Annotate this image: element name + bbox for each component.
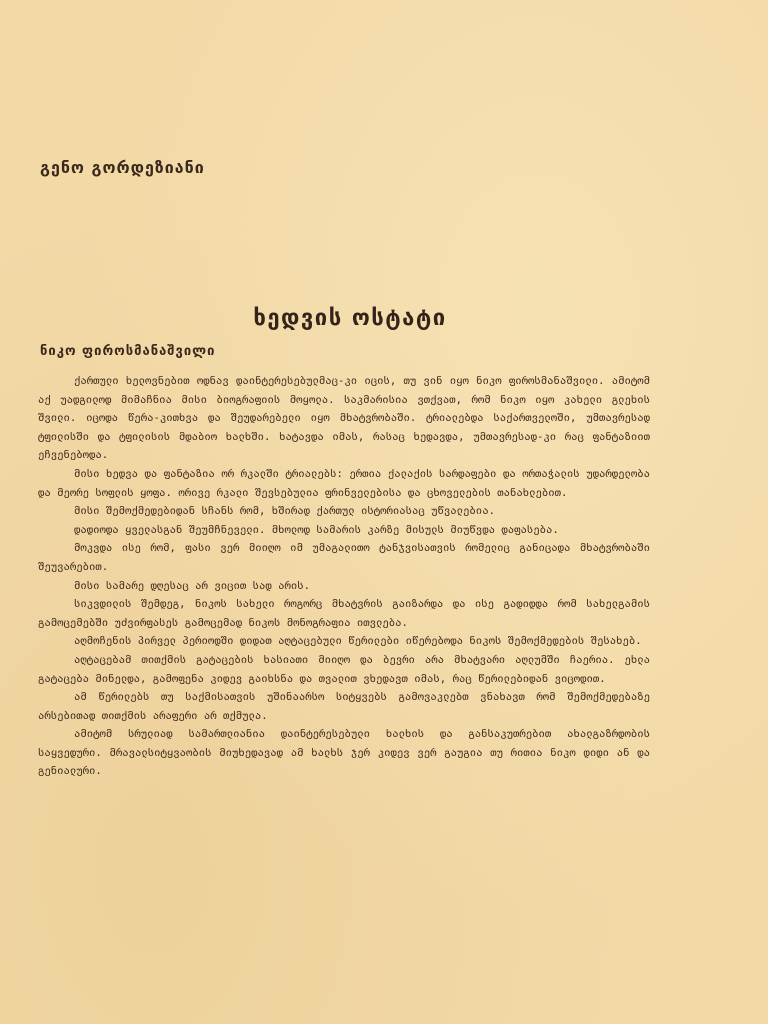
body-paragraph: აღმოჩენის პირველ პერიოდში დიდათ აღტაცებული წერილები იწერებოდა ნიკოს შემოქმედების შესახებ. xyxy=(74,635,642,648)
author-name: გენო გორდეზიანი xyxy=(40,158,205,177)
body-paragraph: ამიტომ სრულიად სამართლიანია დაინტერესებული ხალხის და განსაკუთრებით ახალგაზრდობის საყვედური. მრავალსიტყვაობის მიუხედავად ამ ხალხს ჯერ კიდევ ვერ გაუგია თუ რითია ნიკო დიდი ან და გენიალური. xyxy=(38,728,650,778)
article-title: ხედვის ოსტატი xyxy=(253,306,447,331)
body-paragraph: ქართული ხელოვნებით ოდნავ დაინტერესებულმაც-კი იცის, თუ ვინ იყო ნიკო ფიროსმანაშვილი. ამიტომ აქ უადგილოდ მიმაჩნია მისი ბიოგრაფიის მოყოლა. საკმარისია ვთქვათ, რომ ნიკო იყო კახელი გლეხის შვილი. იცოდა წერა-კითხვა და შეუდარებელი იყო მხატვრობაში. ტრიალებდა საქართველოში, უმთავრესად ტფილისში და ტფილისის მდაბიო ხალხში. ხატავდა იმას, რასაც ხედავდა, უმთავრესად-კი რაც ფანტაზიით ეჩვენებოდა. xyxy=(38,375,650,462)
body-paragraph: მისი ხედვა და ფანტაზია ორ რკალში ტრიალებს: ერთია ქალაქის სარდაფები და ორთაჭალის უდარდელობა და მეორე სოფლის ყოფა. ორივე რკალი შევსებულია ფრინველებისა და ცხოველების თანახლებით. xyxy=(38,467,650,499)
body-paragraph: ამ წერილებს თუ საქმისათვის უშინაარსო სიტყვებს გამოვაკლებთ ვნახავთ რომ შემოქმედებაზე არსებითად თითქმის არაფერი არ თქმულა. xyxy=(38,691,650,722)
body-paragraph: დადიოდა ყველასგან შეუმჩნეველი. მხოლოდ სამარის კარზე მისულს მიუწვდა დაფასება. xyxy=(74,523,559,536)
body-paragraph: სიკვდილის შემდეგ, ნიკოს სახელი როგორც მხატვრის გაიზარდა და ისე გადიდდა რომ სახელგამის გამოცემებში უძვირფასეს გამოცემად ნიკოს მონოგრაფია ითვლება. xyxy=(38,598,650,629)
body-paragraph: მოკვდა ისე რომ, ფასი ვერ მიიღო იმ უმაგალითო ტანჯვისათვის რომელიც განიცადა მხატვრობაში შეუვარებით. xyxy=(38,542,650,573)
body-paragraph: მისი სამარე დღესაც არ ვიცით სად არის. xyxy=(74,579,310,592)
article-subject: ნიკო ფიროსმანაშვილი xyxy=(40,344,216,359)
article-body xyxy=(38,372,650,781)
body-paragraph: აღტაცებამ თითქმის გატაცების ხასიათი მიიღო და ბევრი არა მხატვარი აღლუმში ჩაერია. ეხლა გატაცება მინელდა, გამოფენა კიდევ გაიხსნა და თვალით ვხედავთ იმას, რაც წერილებიდან ვიცოდით. xyxy=(38,653,650,685)
body-paragraph: მისი შემოქმედებიდან სჩანს რომ, ხშირად ქართულ ისტორიასაც უწვალებია. xyxy=(74,505,495,518)
